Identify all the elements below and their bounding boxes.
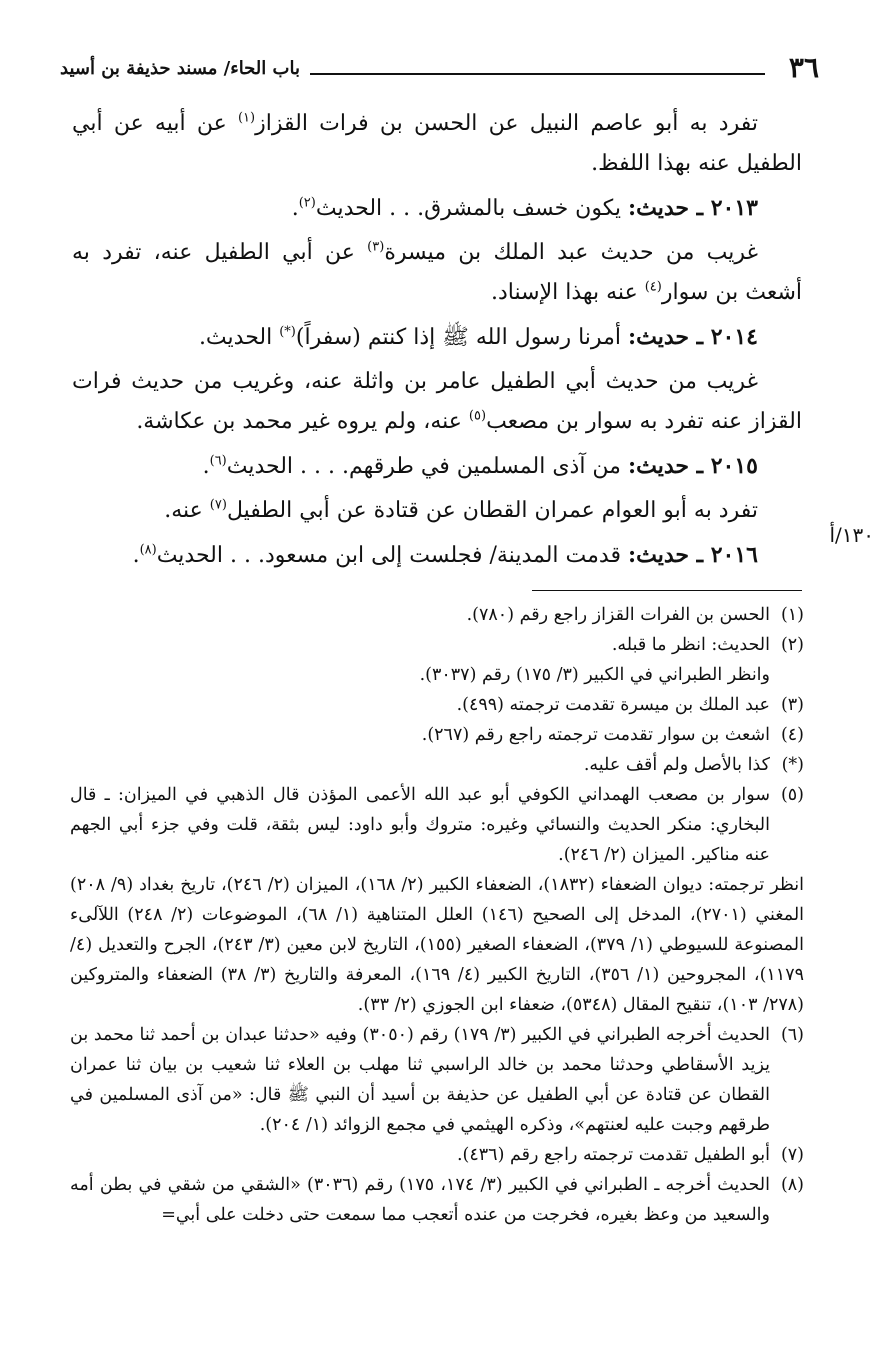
footnote-text: الحديث: انظر ما قبله. [611,635,770,655]
footnote-ref: (٨) [139,542,157,558]
entry-number: ٢٠١٦ ـ حديث: [627,542,758,568]
footnote-ref: (٢) [298,195,316,211]
footnote-text: أبو الطفيل تقدمت ترجمته راجع رقم (٤٣٦). [456,1145,770,1165]
text-span: عنه بهذا الإسناد. [491,280,645,305]
footnote-ref: (٥) [468,408,487,424]
footnote-text: كذا بالأصل ولم أقف عليه. [583,755,770,775]
footnote-ref: (٧) [209,497,227,513]
margin-folio-note: ١٣٠/أ [829,523,874,547]
entry-text: يكون خسف بالمشرق. . . الحديث [315,196,628,221]
footnote-number: (٨) [780,1175,804,1195]
page-number: ٣٦ [788,51,819,84]
footnote-6 [70,1020,804,1140]
footnote-text: الحديث أخرجه الطبراني في الكبير (٣/ ١٧٩) رقم (٣٠٥٠) وفيه «حدثنا عبدان بن أحمد ثنا محمد بن يزيد الأسقاطي وحدثنا محمد بن خالد الراسبي ثنا مهلب بن العلاء ثنا شعيب بن بيان ثنا عمران القطان عن قتادة عن أبي الطفيل عن حذيفة بن أسيد أن النبي ﷺ قال: «من آذى المسلمين في طرقهم وجبت عليه لعنتهم»، وذكره الهيثمي في مجمع الزوائد (١/ ٢٠٤). [70,1025,770,1135]
footnote-text: سوار بن مصعب الهمداني الكوفي أبو عبد الله الأعمى المؤذن قال الذهبي في الميزان: ـ قال البخاري: منكر الحديث والنسائي وغيره: متروك وأبو داود: ليس بثقة، قلت وفي جزء أبي الجهم عنه مناكير. الميزان (٢/ ٢٤٦). [70,785,770,865]
footnote-star [70,750,804,780]
paragraph-3 [72,362,802,442]
footnote-number: (٦) [780,1025,804,1045]
footnote-number: (*) [781,755,804,775]
footnote-8 [70,1170,804,1230]
footnote-text: الحسن بن الفرات القزاز راجع رقم (٧٨٠). [466,605,770,625]
footnote-ref: (٦) [209,453,227,469]
main-text [72,104,802,580]
footnote-5-continuation: انظر ترجمته: ديوان الضعفاء (١٨٣٢)، الضعفاء الكبير (٢/ ١٦٨)، الميزان (٢/ ٢٤٦)، تاريخ بغداد (٩/ ٢٠٨) المغني (٢٧٠١)، المدخل إلى الصحيح (١٤٦) العلل المتناهية (١/ ٦٨)، الموضوعات (٢/ ٢٤٨) اللآلىء المصنوعة للسيوطي (١/ ٣٧٩)، الضعفاء الصغير (١٥٥)، التاريخ لابن معين (٣/ ٢٤٣)، الجرح والتعديل (٤/ ١١٧٩)، المجروحين (١/ ٣٥٦)، التاريخ الكبير (٤/ ١٦٩)، المعرفة والتاريخ (٣/ ٣٨) الضعفاء والمتروكين (٢٧٨/ ١٠٣)، تنقيح المقال (٥٣٤٨)، ضعفاء ابن الجوزي (٢/ ٣٣). [70,875,805,1015]
hadith-entry-2016 [72,535,802,576]
text-span: عن أبي الطفيل عنه، تفرد به أشعث بن سوار [72,240,802,305]
footnote-3 [70,690,804,720]
footnote-ref: (٣) [367,239,385,255]
footnote-number: (٧) [780,1145,804,1165]
footnote-ref: (١) [237,110,256,126]
hadith-entry-2014 [72,317,802,358]
hadith-entry-2015 [72,446,802,487]
footnote-2 [70,630,804,660]
text-span: غريب من حديث أبي الطفيل عامر بن واثلة عنه، وغريب من حديث فرات القزاز عنه تفرد به سوار بن مصعب [72,369,802,434]
footnote-4 [70,720,804,750]
entry-text: أمرنا رسول الله ﷺ إذا كنتم (سفراً) [295,325,628,350]
footnote-number: (١) [780,605,804,625]
footnote-text: الحديث أخرجه ـ الطبراني في الكبير (٣/ ١٧٤، ١٧٥) رقم (٣٠٣٦) «الشقي من شقي في بطن أمه والسعيد من وعظ بغيره، فخرجت من عنده أتعجب مما سمعت حتى دخلت على أبي= [70,1175,770,1225]
entry-number: ٢٠١٤ ـ حديث: [627,324,758,350]
text-span: عن أبيه عن أبي الطفيل عنه بهذا اللفظ. [72,111,802,176]
text-span: . [291,196,299,221]
entry-number: ٢٠١٣ ـ حديث: [627,195,758,221]
hadith-entry-2013 [72,188,802,229]
text-span: عنه. [164,498,210,523]
text-span: تفرد به أبو العوام عمران القطان عن قتادة عن أبي الطفيل [226,498,758,523]
footnote-2-continuation: وانظر الطبراني في الكبير (٣/ ١٧٥) رقم (٣٠٣٧). [419,665,770,685]
text-span: . [132,543,140,568]
text-span: عنه، ولم يروه غير محمد بن عكاشة. [136,409,469,434]
entry-text: من آذى المسلمين في طرقهم. . . . الحديث [226,454,628,479]
footnote-number: (٢) [780,635,804,655]
footnote-divider [532,590,802,591]
text-span: الحديث. [198,325,280,350]
running-head: باب الحاء/ مسند حذيفة بن أسيد [60,58,300,79]
header-rule [310,73,765,75]
paragraph-4 [72,491,802,531]
page-header [60,44,819,84]
text-span: . [202,454,210,479]
footnote-5 [70,780,804,870]
footnote-number: (٥) [780,785,804,805]
footnote-text: عبد الملك بن ميسرة تقدمت ترجمته (٤٩٩). [456,695,770,715]
footnote-ref: (٤) [644,279,662,295]
footnote-number: (٤) [780,725,804,745]
text-span: تفرد به أبو عاصم النبيل عن الحسن بن فرات القزاز [255,111,758,136]
footnotes [70,600,804,1230]
footnote-text: اشعث بن سوار تقدمت ترجمته راجع رقم (٢٦٧). [421,725,770,745]
paragraph-1 [72,104,802,184]
text-span: غريب من حديث عبد الملك بن ميسرة [384,240,758,265]
footnote-ref: (*) [279,324,296,340]
entry-number: ٢٠١٥ ـ حديث: [627,453,758,479]
paragraph-2 [72,233,802,313]
footnote-number: (٣) [780,695,804,715]
entry-text: قدمت المدينة/ فجلست إلى ابن مسعود. . . الحديث [156,543,628,568]
footnote-1 [70,600,804,630]
footnote-7 [70,1140,804,1170]
